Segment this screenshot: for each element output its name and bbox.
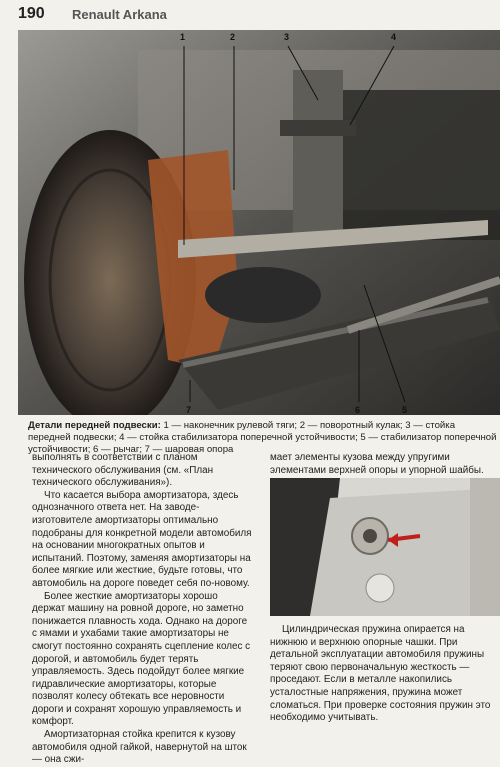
caption-text: 1 — наконечник рулевой тяги; 2 — поворотный кулак; 3 — стойка передней подвески; 4 — стойка стабилизатора поперечной устойчивости; 5 — стабилизатор поперечной устойчивости; 6 — рычаг; 7 — шаровая опора [28,420,497,455]
paragraph: Цилиндрическая пружина опирается на нижнюю и верхнюю опорные чашки. При детальной эксплуатации автомобиля пружины теряют свою первоначальную жесткость — проседают. Если в металле накопились усталостные напряжения, пружина может сломаться. При проверке состояния пружин это необходимо учитывать. [270,624,491,724]
strut [293,70,343,240]
callout-4: 4 [391,32,397,42]
page-number: 190 [18,5,45,22]
callout-1: 1 [180,32,186,42]
suspension-photo [18,30,500,415]
callout-2: 2 [230,32,236,42]
paragraph: выполнять в соответствии с планом технического обслуживания (см. «План технического обслуживания»). [32,452,214,489]
paragraph: Что касается выбора амортизатора, здесь однозначного ответа нет. На заводе-изготовителе амортизаторы оптимально подобраны для конкретной модели автомобиля на основании многократных опытов и испытаний. Поэтому, заменяя амортизаторы на более мягкие или жесткие, будьте готовы, что автомобиль на дороге поведет себя по-новому. [32,489,252,589]
callout-5: 5 [402,405,408,415]
callout-3: 3 [284,32,290,42]
book-title: Renault Arkana [72,7,167,22]
paragraph: мает элементы кузова между упругими элементами верхней опоры и упорной шайбы. [270,452,484,476]
figure-caption [28,420,500,456]
callout-7: 7 [186,405,192,415]
right-column-top [270,452,498,477]
paragraph: Амортизаторная стойка крепится к кузову автомобиля одной гайкой, навернутой на шток — она сжи- [32,729,247,766]
paragraph: Более жесткие амортизаторы хорошо держат машину на ровной дороге, но заметно понижается плавность хода. Однако на дороге с ямами и ухабами такие амортизаторы не смогут постоянно сохранять сцепление колес с дорогой, и автомобиль будет терять управляемость. Здесь подойдут более мягкие гидравлические амортизаторы, которые позволят колесу обтекать все неровности дороги и сохранят хорошую управляемость и комфорт. [32,590,251,728]
strut-mount-photo [270,478,500,616]
callout-6: 6 [355,405,361,415]
right-column-bottom [270,624,498,725]
caption-lead: Детали передней подвески: [28,420,161,431]
page-header [0,0,500,28]
